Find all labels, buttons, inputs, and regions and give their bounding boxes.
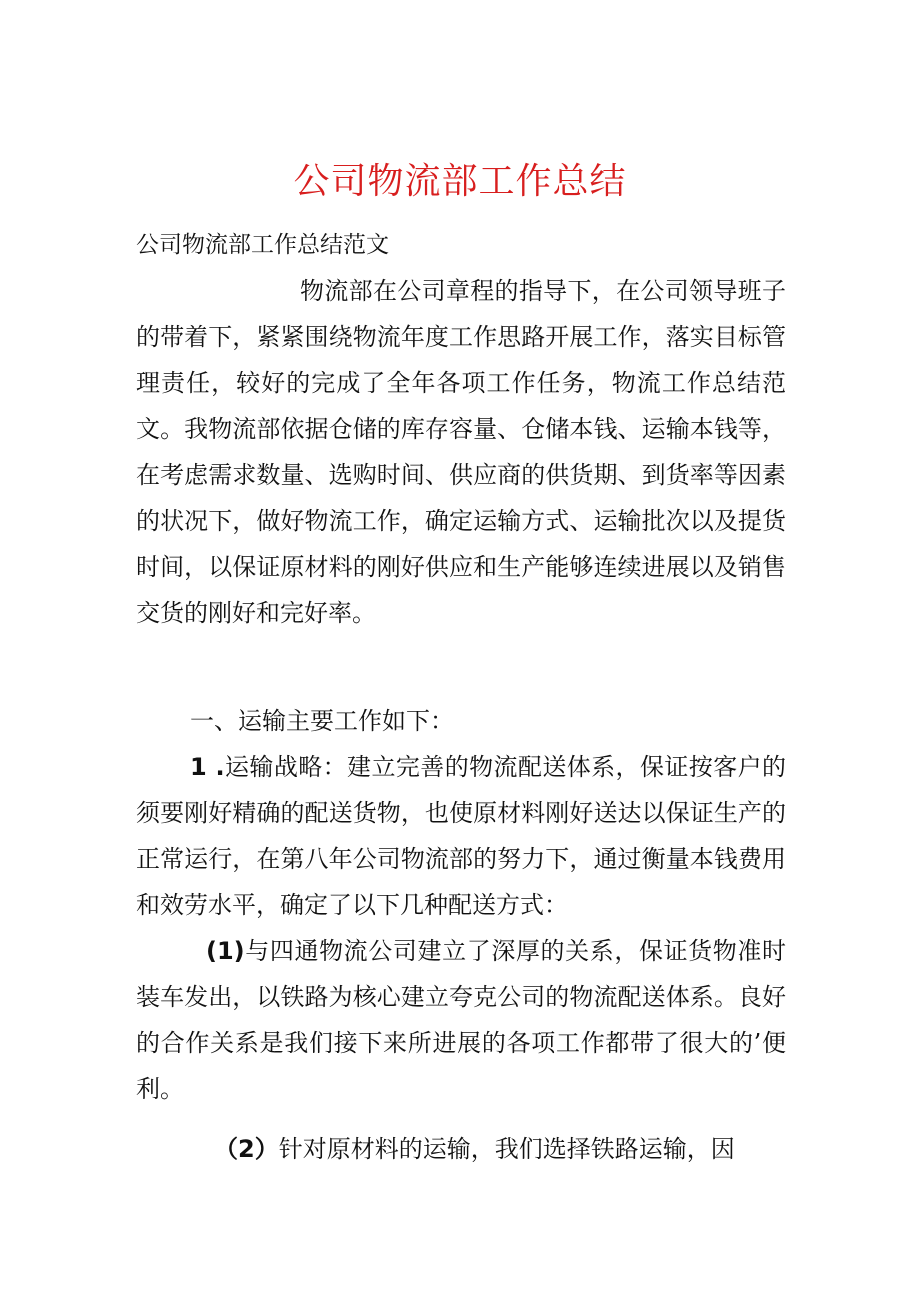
sub-item-2-text: 针对原材料的运输，我们选择铁路运输，因 (278, 1135, 735, 1163)
section-heading: 一、运输主要工作如下： (190, 707, 454, 735)
intro-paragraph: 物流部在公司章程的指导下，在公司领导班子的带着下，紧紧围绕物流年度工作思路开展工作，落实目标管理责任，较好的完成了全年各项工作任务，物流工作总结范文。我物流部依据仓储的库存容量、仓储本钱、运输本钱等，在考虑需求数量、选购时间、供应商的供货期、到货率等因素的状况下，做好物流工作，确定运输方式、运输批次以及提货时间，以保证原材料的刚好供应和生产能够连续进展以及销售交货的刚好和完好率。 (136, 277, 786, 627)
document-title: 公司物流部工作总结 (293, 161, 627, 202)
document-subtitle: 公司物流部工作总结范文 (136, 232, 389, 258)
item-1-text: 运输战略：建立完善的物流配送体系，保证按客户的须要刚好精确的配送货物，也使原材料刚好送达以保证生产的正常运行，在第八年公司物流部的努力下，通过衡量本钱费用和效劳水平，确定了以下几种配送方式： (136, 753, 787, 919)
sub-item-1-label: (1) (206, 937, 245, 965)
item-1-paragraph (136, 744, 786, 928)
sub-item-2-paragraph (136, 1126, 786, 1172)
item-1-label: 1 . (190, 753, 225, 781)
sub-item-2-label: （2） (214, 1135, 279, 1163)
sub-item-1-text: 与四通物流公司建立了深厚的关系，保证货物准时装车发出，以铁路为核心建立夸克公司的物流配送体系。良好的合作关系是我们接下来所进展的各项工作都带了很大的’便利。 (136, 937, 786, 1103)
sub-item-1-paragraph (136, 928, 786, 1112)
